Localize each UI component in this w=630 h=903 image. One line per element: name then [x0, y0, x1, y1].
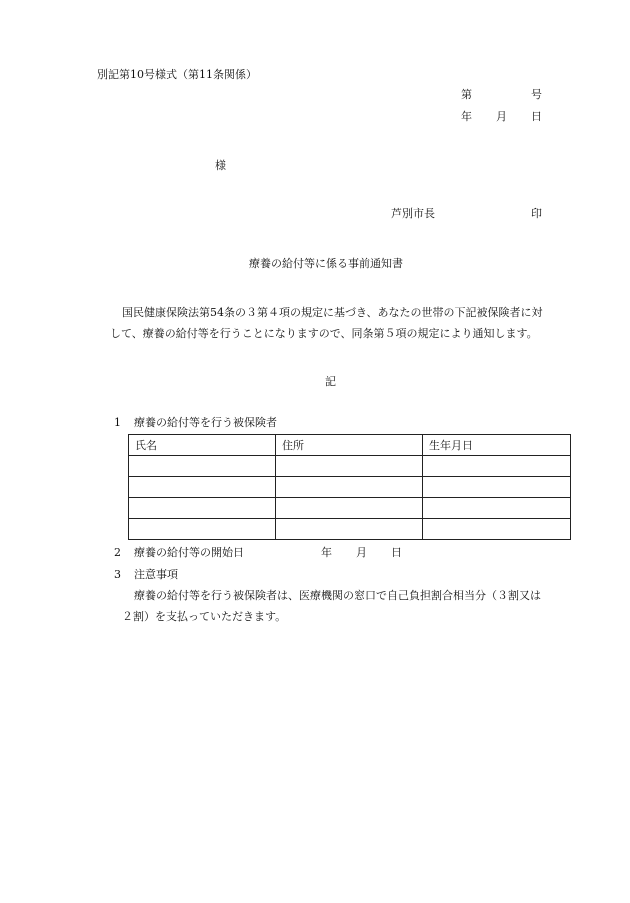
- number-prefix: 第: [461, 88, 472, 101]
- section-1-number: 1: [114, 416, 121, 429]
- section-2-label: 療養の給付等の開始日: [134, 546, 244, 559]
- body-line-2: して、療養の給付等を行うことになりますので、同条第５項の規定により通知します。: [110, 327, 538, 340]
- document-title: 療養の給付等に係る事前通知書: [249, 257, 403, 270]
- cell-address: [276, 498, 423, 519]
- cell-name: [129, 519, 276, 540]
- ki-heading: 記: [325, 375, 336, 388]
- table-row: [129, 498, 571, 519]
- section-3-number: 3: [114, 568, 121, 581]
- start-year: 年: [321, 546, 332, 559]
- date-year: 年: [461, 110, 472, 123]
- date-day: 日: [531, 110, 542, 123]
- insured-persons-table: [128, 434, 571, 540]
- header-address: 住所: [276, 435, 423, 456]
- start-day: 日: [391, 546, 402, 559]
- table-row: [129, 519, 571, 540]
- cell-name: [129, 477, 276, 498]
- section-1-label: 療養の給付等を行う被保険者: [134, 416, 277, 429]
- start-month: 月: [356, 546, 367, 559]
- cell-address: [276, 456, 423, 477]
- body-line-1: 国民健康保険法第54条の３第４項の規定に基づき、あなたの世帯の下記被保険者に対: [122, 306, 543, 319]
- header-name: 氏名: [129, 435, 276, 456]
- cell-name: [129, 456, 276, 477]
- cell-name: [129, 498, 276, 519]
- section-2-number: 2: [114, 546, 121, 559]
- section-3-label: 注意事項: [134, 568, 178, 581]
- cell-birthdate: [423, 477, 571, 498]
- number-suffix: 号: [531, 88, 542, 101]
- cell-birthdate: [423, 519, 571, 540]
- seal-mark: 印: [531, 207, 542, 220]
- notes-line-2: ２割）を支払っていただきます。: [122, 610, 287, 623]
- table-row: [129, 456, 571, 477]
- date-month: 月: [496, 110, 507, 123]
- notes-line-1: 療養の給付等を行う被保険者は、医療機関の窓口で自己負担割合相当分（３割又は: [134, 589, 541, 602]
- table-header-row: [129, 435, 571, 456]
- cell-address: [276, 519, 423, 540]
- cell-address: [276, 477, 423, 498]
- recipient-suffix: 様: [215, 159, 226, 172]
- issuer-name: 芦別市長: [391, 207, 435, 220]
- cell-birthdate: [423, 498, 571, 519]
- form-label: 別記第10号様式（第11条関係）: [97, 68, 257, 81]
- header-birthdate: 生年月日: [423, 435, 571, 456]
- cell-birthdate: [423, 456, 571, 477]
- table-row: [129, 477, 571, 498]
